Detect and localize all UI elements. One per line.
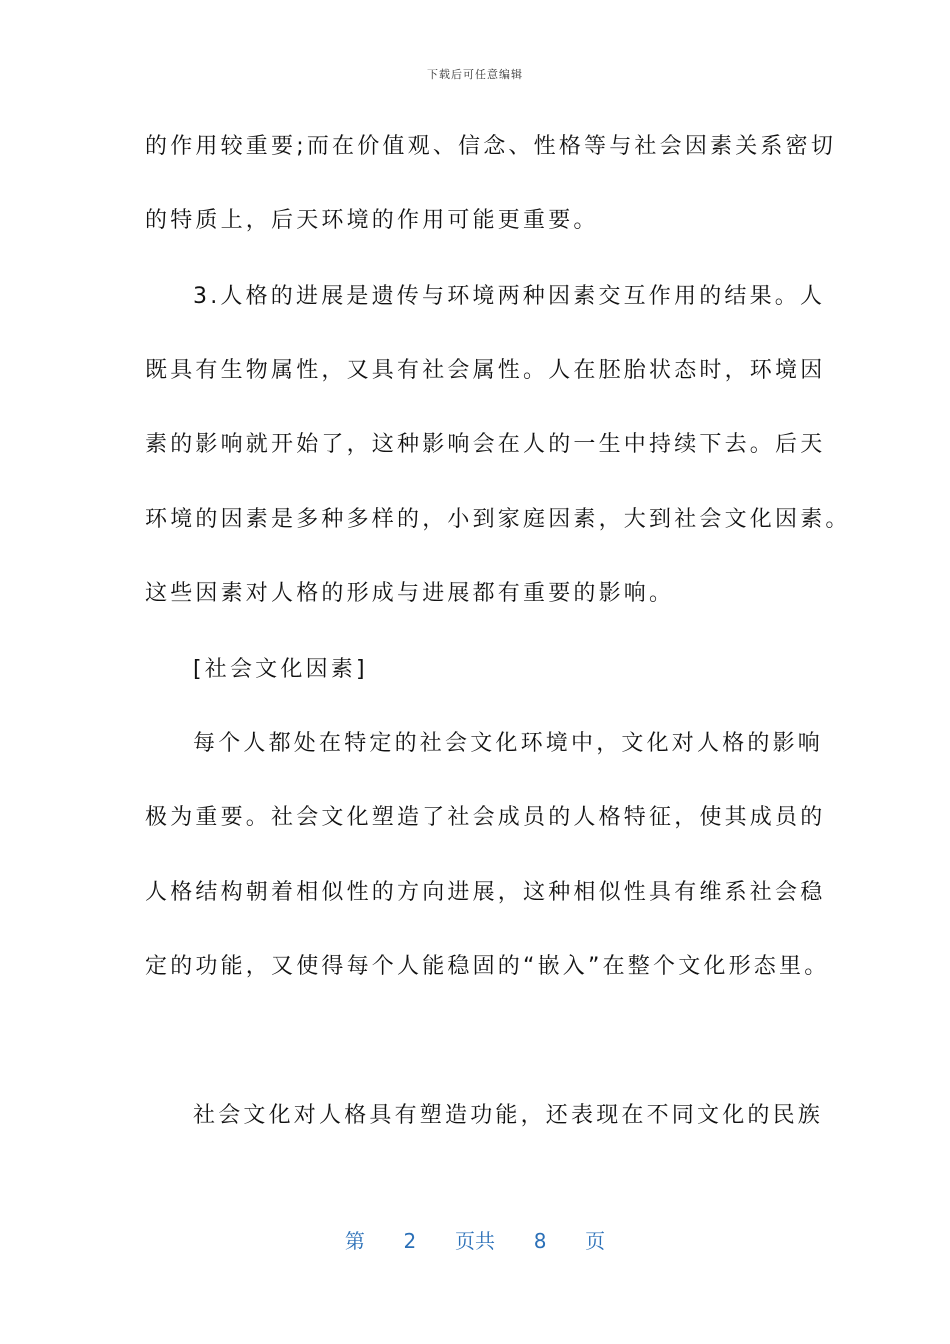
text-line-10: 人格结构朝着相似性的方向进展，这种相似性具有维系社会稳: [145, 880, 826, 905]
section-heading: [社会文化因素]: [193, 657, 368, 682]
text-line-4: 既具有生物属性，又具有社会属性。人在胚胎状态时，环境因: [145, 358, 826, 383]
page-label-middle: 页共: [455, 1229, 495, 1253]
total-pages-number: 8: [533, 1229, 547, 1253]
text-line-2: 的特质上，后天环境的作用可能更重要。: [145, 208, 599, 233]
text-line-3: 3.人格的进展是遗传与环境两种因素交互作用的结果。人: [193, 284, 826, 309]
text-line-1: 的作用较重要;而在价值观、信念、性格等与社会因素关系密切: [145, 134, 837, 159]
text-line-5: 素的影响就开始了，这种影响会在人的一生中持续下去。后天: [145, 432, 826, 457]
page-footer: [0, 1225, 950, 1254]
text-line-9: 极为重要。社会文化塑造了社会成员的人格特征，使其成员的: [145, 805, 826, 830]
page-label-prefix: 第: [344, 1229, 365, 1253]
text-line-7: 这些因素对人格的形成与进展都有重要的影响。: [145, 581, 675, 606]
current-page-number: 2: [403, 1229, 417, 1253]
text-line-11: 定的功能，又使得每个人能稳固的“嵌入”在整个文化形态里。: [145, 954, 830, 979]
page-header: 下载后可任意编辑: [427, 68, 523, 81]
text-line-12: 社会文化对人格具有塑造功能，还表现在不同文化的民族: [193, 1103, 824, 1128]
text-line-8: 每个人都处在特定的社会文化环境中，文化对人格的影响: [193, 731, 824, 756]
page-label-suffix: 页: [585, 1229, 606, 1253]
text-line-6: 环境的因素是多种多样的，小到家庭因素，大到社会文化因素。: [145, 507, 851, 532]
